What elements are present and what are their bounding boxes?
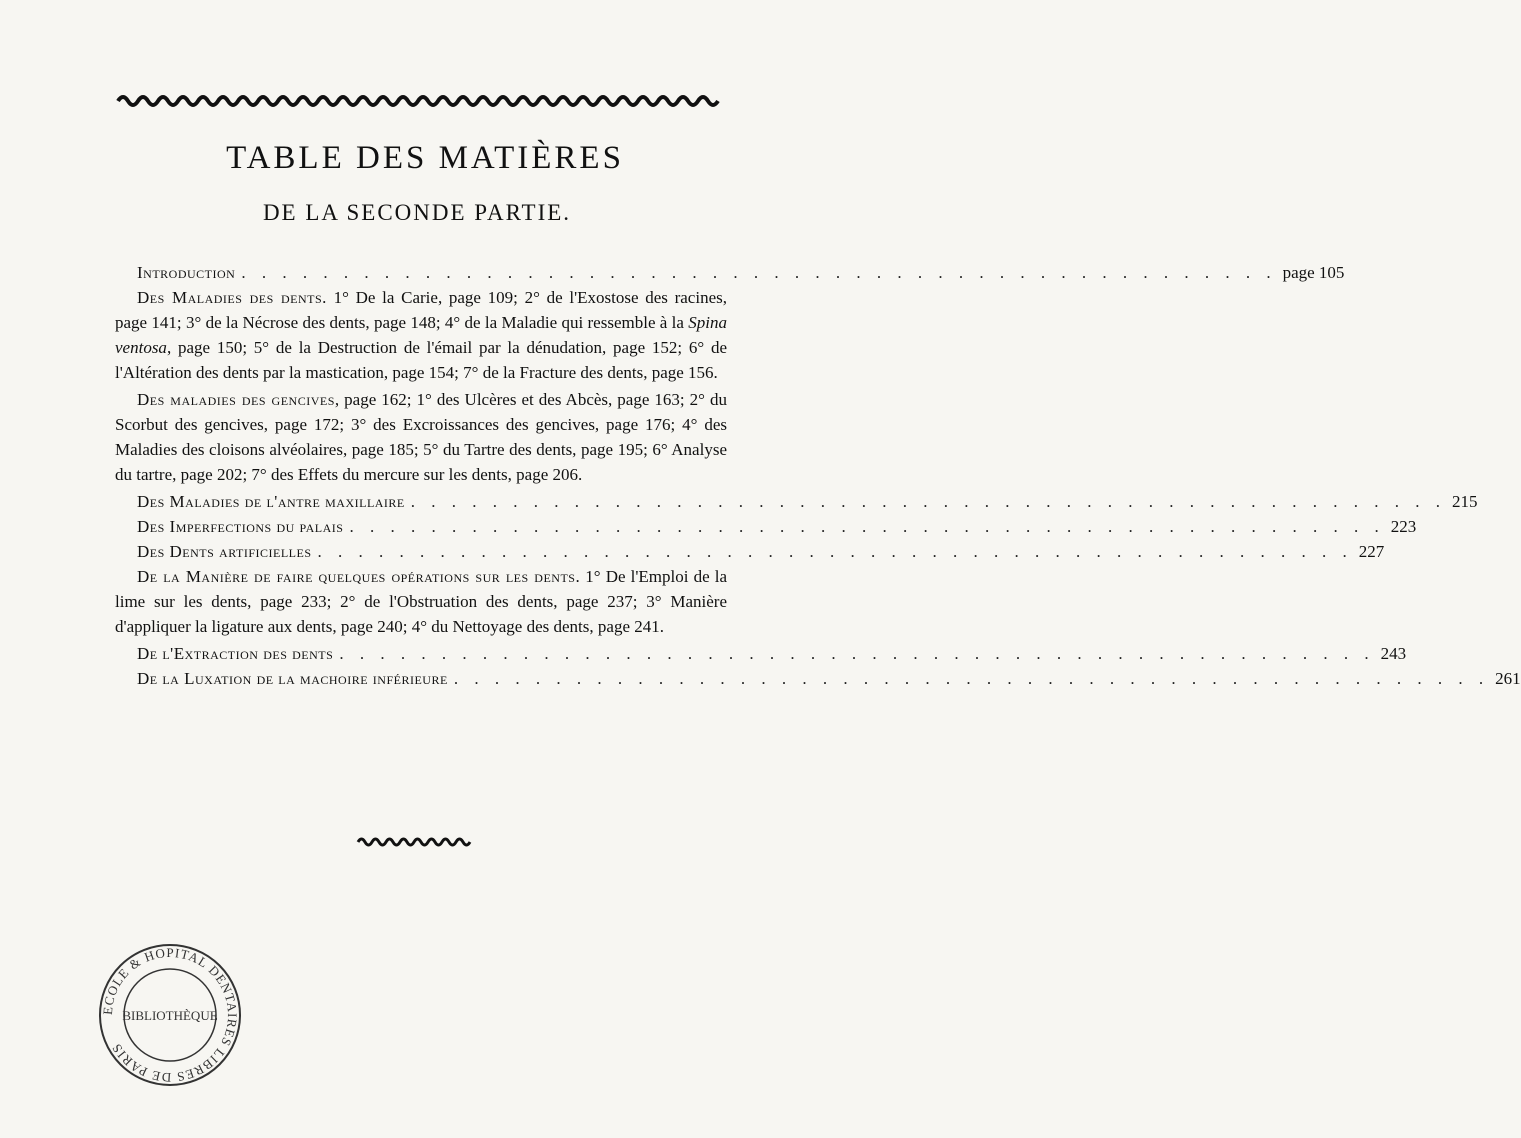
toc-entry-text: 1° De l'Emploi de la lime sur les dents, page 233; 2° de l'Obstruation des dents, page 237; 3° Manière d'appliquer la ligature aux dents, page 240; 4° du Nettoyage des dents, page 241. [115, 567, 728, 636]
leader-dots: . . . . . . . . . . . . . . . . . . . . . . . . . . . . . . . . . . . . . . . . . . . . . . . . . . . [317, 542, 1353, 561]
toc-entry-palais [115, 514, 1417, 539]
toc-entry-page: page 105 [1282, 263, 1345, 282]
toc-entry-page: 243 [1380, 644, 1407, 663]
library-stamp [95, 940, 245, 1090]
stamp-inner-text: BIBLIOTHÈQUE [122, 1008, 218, 1023]
leader-dots: . . . . . . . . . . . . . . . . . . . . . . . . . . . . . . . . . . . . . . . . . . . . . . . . . . . [339, 644, 1375, 663]
toc-entry-text: , page 162; 1° des Ulcères et des Abcès, page 163; 2° du Scorbut des gencives, page 172; 3° des Excroissances des gencives, page 176; 4° des Maladies des cloisons alvéolaires, page 185; 5° du Tartre des dents, page 195; 6° Analyse du tartre, page 202; 7° des Effets du mercure sur les dents, page 206. [115, 390, 727, 484]
toc-entry-label: De l'Extraction des dents [137, 644, 334, 663]
leader-dots: . . . . . . . . . . . . . . . . . . . . . . . . . . . . . . . . . . . . . . . . . . . . . . . . . . . [410, 492, 1447, 511]
toc-entry-luxation [115, 666, 1521, 691]
toc-entry-italic: Spina ventosa [115, 313, 727, 357]
toc-entry-label: Introduction [137, 263, 236, 282]
leader-dots: . . . . . . . . . . . . . . . . . . . . . . . . . . . . . . . . . . . . . . . . . . . . . . . . . . . [349, 517, 1385, 536]
toc-entry-maladies-dents [115, 285, 727, 385]
toc-entry-text: 1° De la Carie, page 109; 2° de l'Exostose des racines, page 141; 3° de la Nécrose des dents, page 148; 4° de la Maladie qui ressemble à la [115, 288, 727, 332]
table-of-contents [115, 260, 1521, 691]
toc-entry-page: 261 [1495, 669, 1521, 688]
toc-entry-heading: De la Manière de faire quelques opérations sur les dents. [137, 567, 581, 586]
toc-entry-operations [115, 564, 727, 639]
toc-entry-page: 215 [1452, 492, 1478, 511]
toc-entry-maladies-gencives [115, 387, 727, 487]
page-subtitle: DE LA SECONDE PARTIE. [262, 200, 572, 225]
stamp-outer-text: ECOLE & HOPITAL DENTAIRES LIBRES DE PARIS [99, 944, 241, 1086]
toc-entry-heading: Des Maladies des dents. [137, 288, 327, 307]
toc-entry-text: , page 150; 5° de la Destruction de l'émail par la dénudation, page 152; 6° de l'Altération des dents par la mastication, page 154; 7° de la Fracture des dents, page 156. [115, 338, 727, 382]
toc-entry-page: 223 [1390, 517, 1417, 536]
toc-entry-label: De la Luxation de la machoire inférieure [137, 669, 448, 688]
toc-entry-heading: Des maladies des gencives [137, 390, 335, 409]
bottom-ornament-rule [358, 836, 470, 848]
toc-entry-label: Des Dents artificielles [137, 542, 312, 561]
toc-entry-label: Des Imperfections du palais [137, 517, 344, 536]
leader-dots: . . . . . . . . . . . . . . . . . . . . . . . . . . . . . . . . . . . . . . . . . . . . . . . . . . . [453, 669, 1490, 688]
toc-entry-page: 227 [1358, 542, 1385, 561]
top-ornament-rule [118, 93, 722, 109]
toc-entry-antre [115, 489, 1478, 514]
toc-entry-label: Des Maladies de l'antre maxillaire [137, 492, 405, 511]
page-title: TABLE DES MATIÈRES [226, 140, 624, 176]
toc-entry-introduction [115, 260, 1345, 285]
toc-entry-extraction [115, 641, 1407, 666]
leader-dots: . . . . . . . . . . . . . . . . . . . . . . . . . . . . . . . . . . . . . . . . . . . . . . . . . . . [241, 263, 1277, 282]
toc-entry-artificielles [115, 539, 1385, 564]
